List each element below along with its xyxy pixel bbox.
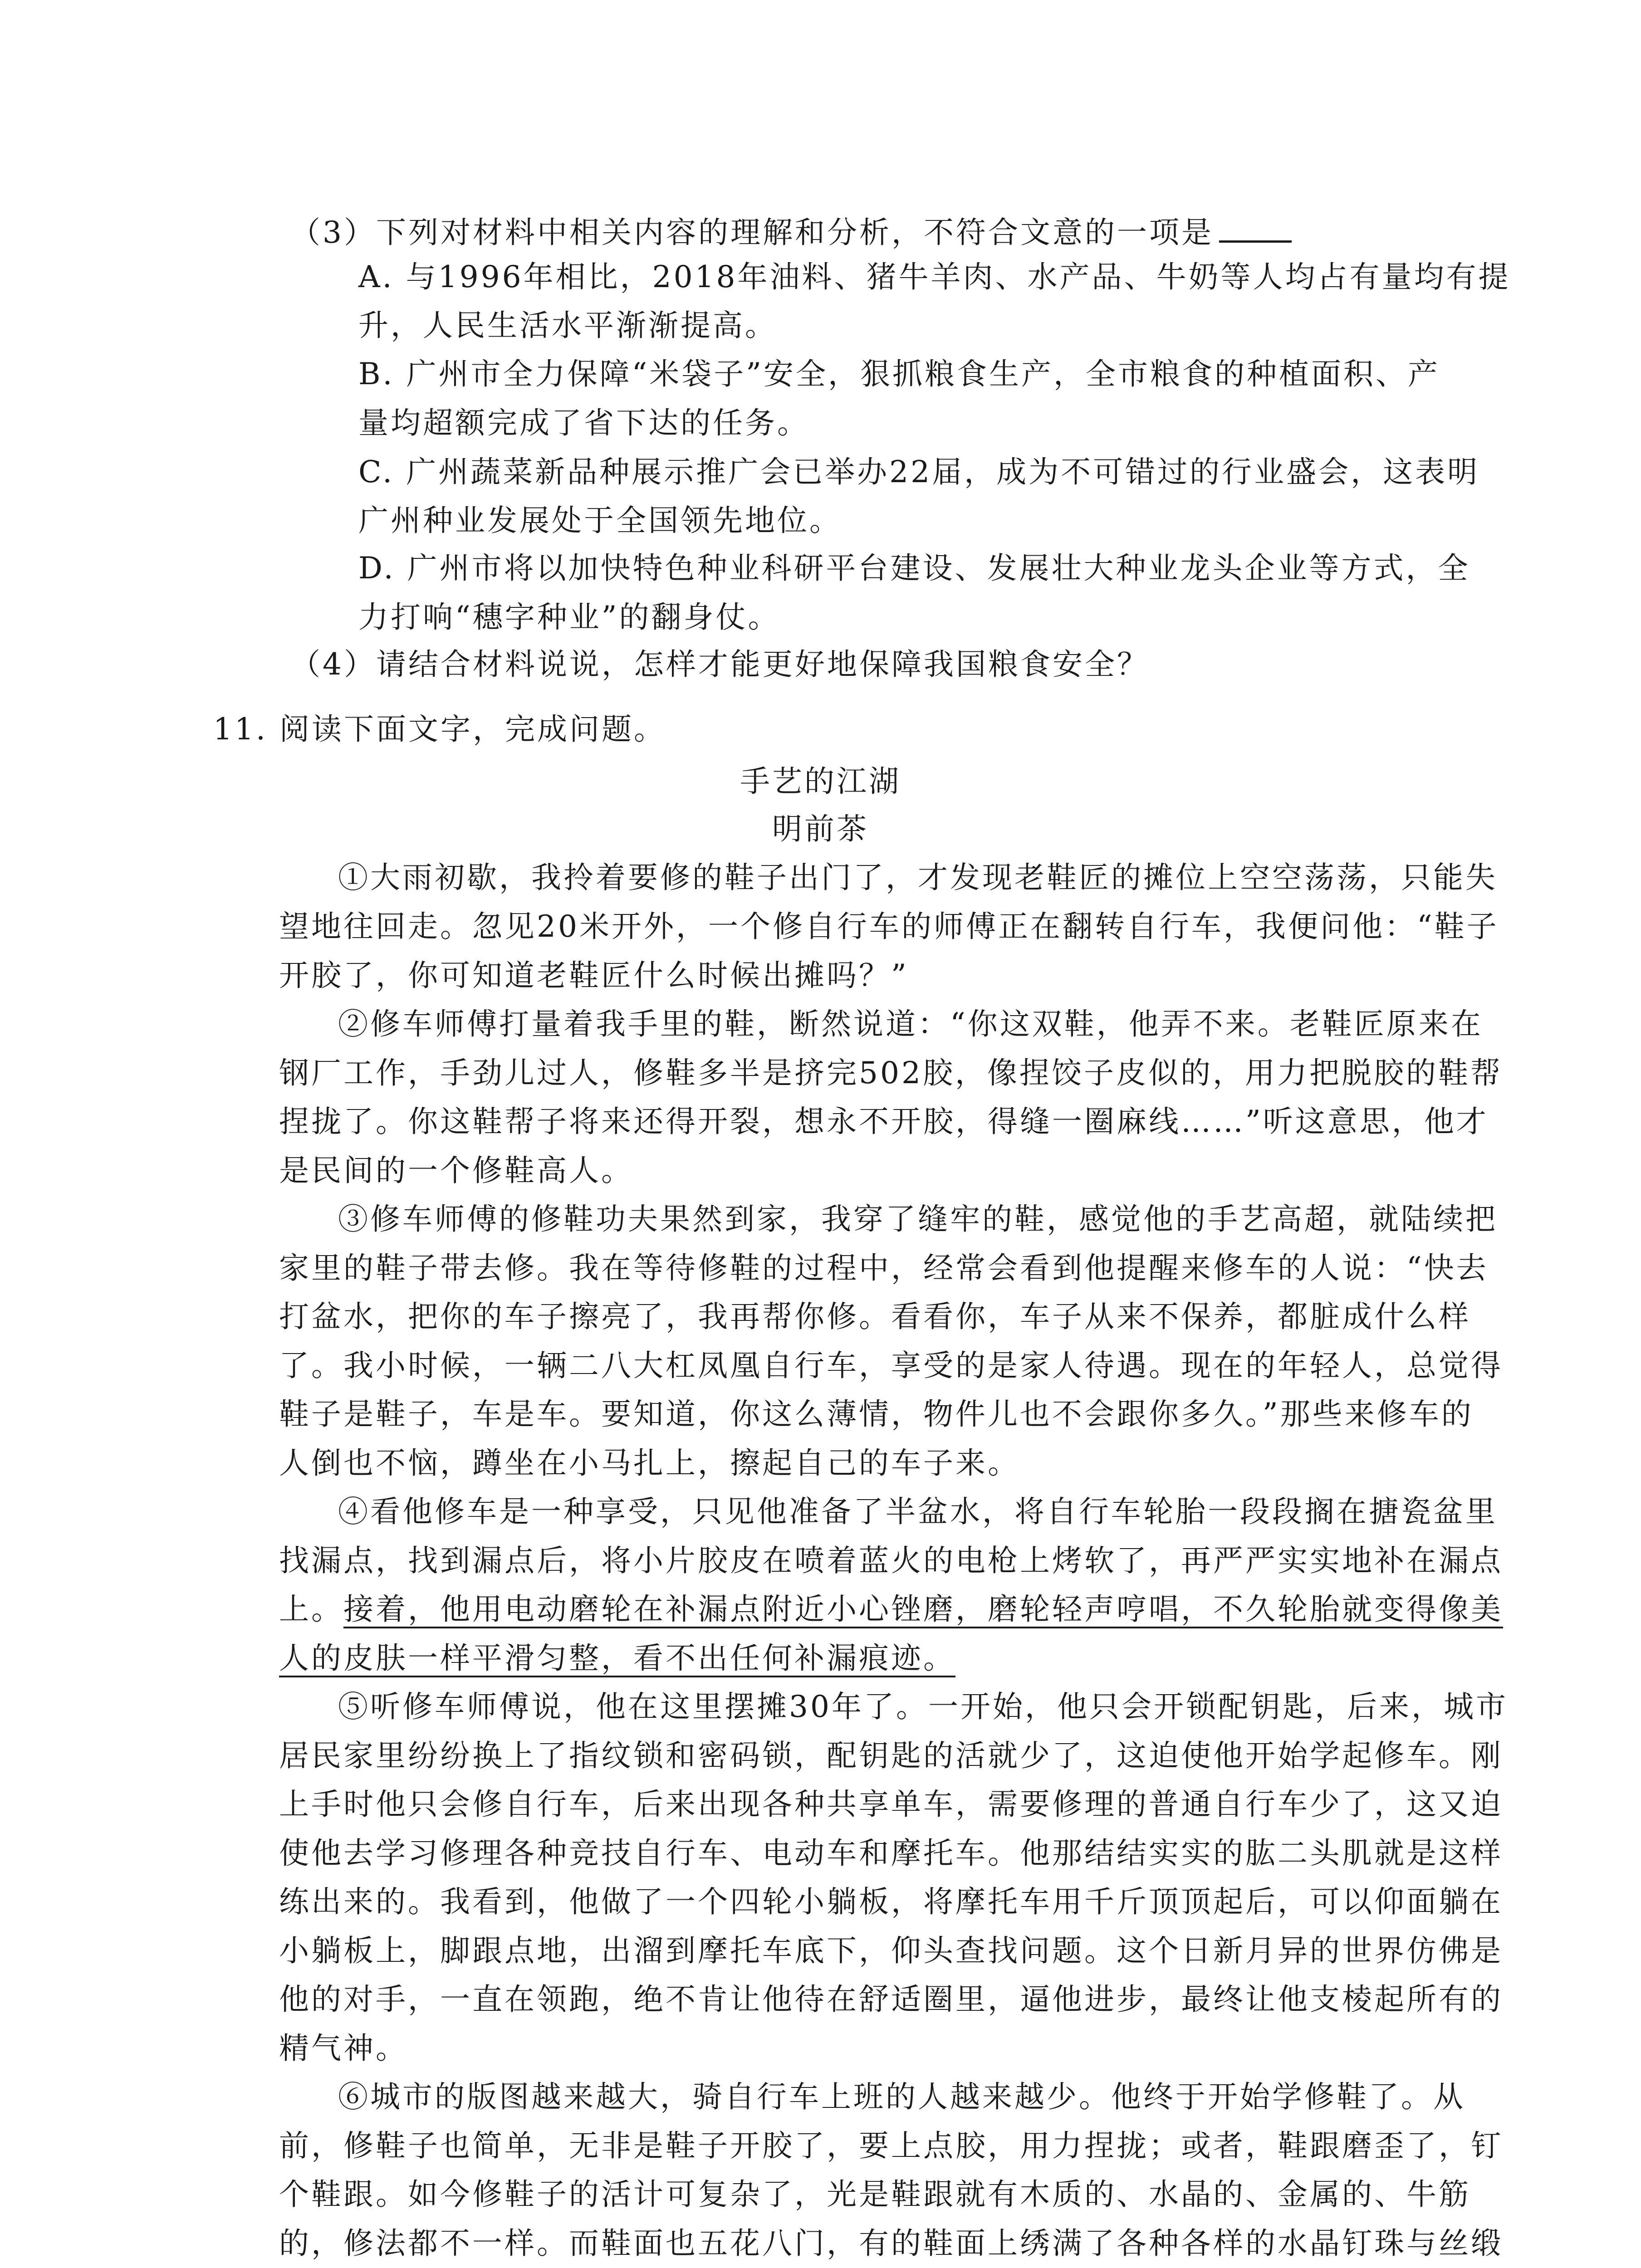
passage-author: 明前茶	[772, 811, 869, 846]
underlined-sentence: 接着，他用电动磨轮在补漏点附近小心锉磨，磨轮轻声哼唱，不久轮胎就变得像美	[343, 1592, 1503, 1627]
passage-line: ③修车师傅的修鞋功夫果然到家，我穿了缝牢的鞋，感觉他的手艺高超，就陆续把	[338, 1202, 1498, 1237]
passage-line: 居民家里纷纷换上了指纹锁和密码锁，配钥匙的活就少了，这迫使他开始学起修车。刚	[279, 1738, 1503, 1773]
answer-blank[interactable]	[1219, 213, 1292, 243]
passage-line: ①大雨初歇，我拎着要修的鞋子出门了，才发现老鞋匠的摊位上空空荡荡，只能失	[338, 860, 1498, 895]
passage-line: 捏拢了。你这鞋帮子将来还得开裂，想永不开胶，得缝一圈麻线……”听这意思，他才	[279, 1104, 1489, 1139]
passage-line: ④看他修车是一种享受，只见他准备了半盆水，将自行车轮胎一段段搁在搪瓷盆里	[338, 1494, 1498, 1529]
passage-line: ②修车师傅打量着我手里的鞋，断然说道：“你这双鞋，他弄不来。老鞋匠原来在	[338, 1007, 1483, 1041]
passage-line	[279, 1641, 955, 1676]
passage-line: 家里的鞋子带去修。我在等待修鞋的过程中，经常会看到他提醒来修车的人说：“快去	[279, 1251, 1489, 1286]
passage-line: 了。我小时候，一辆二八大杠凤凰自行车，享受的是家人待遇。现在的年轻人，总觉得	[279, 1348, 1503, 1383]
passage-line: 他的对手，一直在领跑，绝不肯让他待在舒适圈里，逼他进步，最终让他支棱起所有的	[279, 1982, 1503, 2017]
option-b-line-2: 量均超额完成了省下达的任务。	[358, 406, 809, 440]
passage-line: 精气神。	[279, 2031, 408, 2066]
option-d-line-2: 力打响“穗字种业”的翻身仗。	[358, 600, 780, 635]
passage-line: 钢厂工作，手劲儿过人，修鞋多半是挤完502胶，像捏饺子皮似的，用力把脱胶的鞋帮	[279, 1056, 1503, 1090]
question-3-stem: （3）下列对材料中相关内容的理解和分析，不符合文意的一项是	[290, 213, 1292, 248]
passage-line: 人倒也不恼，蹲坐在小马扎上，擦起自己的车子来。	[279, 1446, 1020, 1481]
underlined-sentence: 人的皮肤一样平滑匀整，看不出任何补漏痕迹。	[279, 1641, 955, 1676]
passage-line: 个鞋跟。如今修鞋子的活计可复杂了，光是鞋跟就有木质的、水晶的、金属的、牛筋	[279, 2177, 1471, 2212]
question-4: （4）请结合材料说说，怎样才能更好地保障我国粮食安全？	[290, 647, 1149, 682]
passage-line: 上。接着，他用电动磨轮在补漏点附近小心锉磨，磨轮轻声哼唱，不久轮胎就变得像美	[279, 1592, 1503, 1627]
passage-title: 手艺的江湖	[740, 764, 901, 799]
passage-line: ⑥城市的版图越来越大，骑自行车上班的人越来越少。他终于开始学修鞋了。从	[338, 2079, 1465, 2114]
passage-line: 望地往回走。忽见20米开外，一个修自行车的师傅正在翻转自行车，我便问他：“鞋子	[279, 909, 1499, 944]
passage-line: 小躺板上，脚跟点地，出溜到摩托车底下，仰头查找问题。这个日新月异的世界仿佛是	[279, 1933, 1503, 1968]
passage-line: 前，修鞋子也简单，无非是鞋子开胶了，要上点胶，用力捏拢；或者，鞋跟磨歪了，钉	[279, 2128, 1503, 2163]
option-c-line-1: C. 广州蔬菜新品种展示推广会已举办22届，成为不可错过的行业盛会，这表明	[358, 455, 1480, 489]
passage-line: 打盆水，把你的车子擦亮了，我再帮你修。看看你，车子从来不保养，都脏成什么样	[279, 1299, 1471, 1334]
passage-line: 鞋子是鞋子，车是车。要知道，你这么薄情，物件儿也不会跟你多久。”那些来修车的	[279, 1397, 1474, 1432]
option-a-line-2: 升，人民生活水平渐渐提高。	[358, 308, 777, 343]
option-c-line-2: 广州种业发展处于全国领先地位。	[358, 503, 842, 538]
passage-line: ⑤听修车师傅说，他在这里摆摊30年了。一开始，他只会开锁配钥匙，后来，城市	[338, 1689, 1508, 1724]
option-a-line-1: A. 与1996年相比，2018年油料、猪牛羊肉、水产品、牛奶等人均占有量均有提	[358, 259, 1511, 294]
option-d-line-1: D. 广州市将以加快特色种业科研平台建设、发展壮大种业龙头企业等方式，全	[358, 551, 1470, 586]
question-11-stem: 11. 阅读下面文字，完成问题。	[213, 712, 666, 747]
passage-line: 上手时他只会修自行车，后来出现各种共享单车，需要修理的普通自行车少了，这又迫	[279, 1787, 1503, 1822]
passage-line: 找漏点，找到漏点后，将小片胶皮在喷着蓝火的电枪上烤软了，再严严实实地补在漏点	[279, 1543, 1503, 1578]
passage-line: 使他去学习修理各种竞技自行车、电动车和摩托车。他那结结实实的肱二头肌就是这样	[279, 1836, 1503, 1871]
option-b-line-1: B. 广州市全力保障“米袋子”安全，狠抓粮食生产，全市粮食的种植面积、产	[358, 357, 1440, 391]
passage-line: 练出来的。我看到，他做了一个四轮小躺板，将摩托车用千斤顶顶起后，可以仰面躺在	[279, 1884, 1503, 1919]
passage-line: 开胶了，你可知道老鞋匠什么时候出摊吗？”	[279, 958, 909, 993]
passage-line: 是民间的一个修鞋高人。	[279, 1153, 633, 1188]
passage-line: 的，修法都不一样。而鞋面也五花八门，有的鞋面上绣满了各种各样的水晶钉珠与丝缎	[279, 2226, 1503, 2261]
